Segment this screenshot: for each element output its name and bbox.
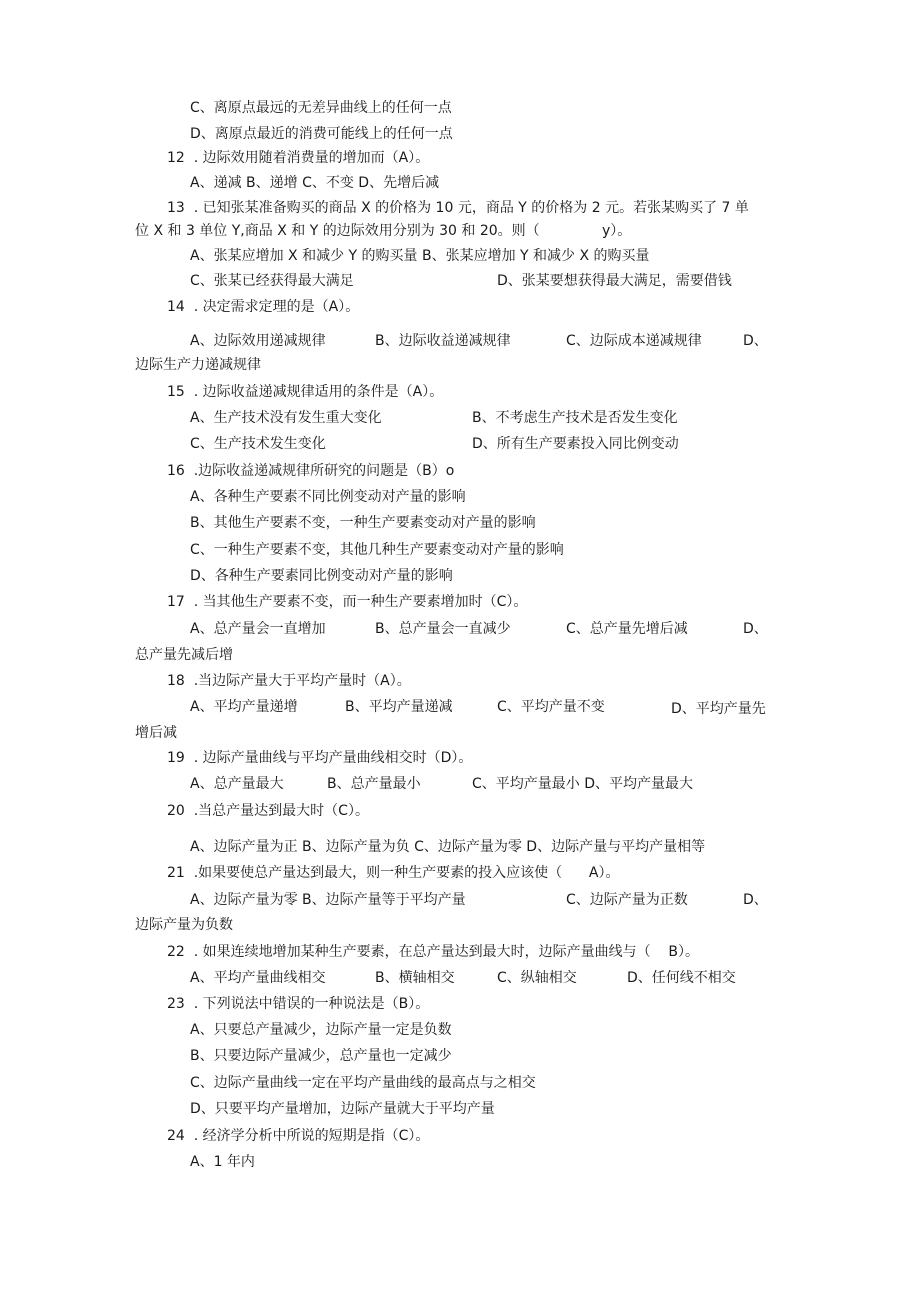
q20-options: A、边际产量为正 B、边际产量为负 C、边际产量为零 D、边际产量与平均产量相等 [190,839,706,855]
q15-option-d: D、所有生产要素投入同比例变动 [472,436,679,452]
q16-option-b: B、其他生产要素不变，一种生产要素变动对产量的影响 [190,515,536,531]
q14-option-b: B、边际收益递减规律 [375,333,511,349]
q16-stem: 16 .边际收益递减规律所研究的问题是（B）o [167,463,455,479]
q23-option-c: C、边际产量曲线一定在平均产量曲线的最高点与之相交 [190,1075,536,1091]
q18-option-d-continued: 增后减 [135,725,177,741]
q17-option-d-continued: 总产量先减后增 [135,647,233,663]
q14-option-d-continued: 边际生产力递减规律 [135,357,261,373]
q17-option-b: B、总产量会一直减少 [375,621,511,637]
q13-stem-line2: 位 X 和 3 单位 Y,商品 X 和 Y 的边际效用分别为 30 和 20。则（ y）。 [135,223,632,239]
q18-stem: 18 .当边际产量大于平均产量时（A）。 [167,673,411,689]
q19-option-a: A、总产量最大 [190,776,284,792]
q24-stem: 24 . 经济学分析中所说的短期是指（C）。 [167,1128,430,1144]
q22-option-d: D、任何线不相交 [627,970,736,986]
q19-stem: 19 . 边际产量曲线与平均产量曲线相交时（D）。 [167,750,473,766]
q15-option-b: B、不考虑生产技术是否发生变化 [472,410,678,426]
q15-stem: 15 . 边际收益递减规律适用的条件是（A）。 [167,384,444,400]
q22-option-c: C、纵轴相交 [497,970,577,986]
q14-option-d-prefix: D、 [743,333,768,349]
q16-option-a: A、各种生产要素不同比例变动对产量的影响 [190,489,466,505]
q17-stem: 17 . 当其他生产要素不变，而一种生产要素增加时（C）。 [167,594,528,610]
q22-option-a: A、平均产量曲线相交 [190,970,326,986]
q18-option-a: A、平均产量递增 [190,699,298,715]
q15-option-a: A、生产技术没有发生重大变化 [190,410,382,426]
q21-option-d-continued: 边际产量为负数 [135,917,233,933]
q16-option-d: D、各种生产要素同比例变动对产量的影响 [190,568,453,584]
q13-option-c: C、张某已经获得最大满足 [190,273,354,289]
q13-options-ab: A、张某应增加 X 和减少 Y 的购买量 B、张某应增加 Y 和减少 X 的购买量 [190,248,650,264]
q12-stem: 12 . 边际效用随着消费量的增加而（A）。 [167,150,430,166]
q14-option-a: A、边际效用递减规律 [190,333,326,349]
q19-option-b: B、总产量最小 [327,776,421,792]
q14-option-c: C、边际成本递减规律 [566,333,702,349]
q21-option-d-prefix: D、 [743,892,768,908]
q11-option-c: C、离原点最远的无差异曲线上的任何一点 [190,100,452,116]
q17-option-d-prefix: D、 [743,621,768,637]
q13-option-d: D、张某要想获得最大满足，需要借钱 [497,273,732,289]
q15-option-c: C、生产技术发生变化 [190,436,326,452]
q18-option-b: B、平均产量递减 [345,699,453,715]
q17-option-c: C、总产量先增后减 [566,621,688,637]
q23-stem: 23 . 下列说法中错误的一种说法是（B）。 [167,996,430,1012]
q12-options: A、递减 B、递增 C、不变 D、先增后减 [190,175,440,191]
q21-stem: 21 .如果要使总产量达到最大，则一种生产要素的投入应该使（ A）。 [167,865,620,881]
q22-stem: 22 . 如果连续地增加某种生产要素，在总产量达到最大时，边际产量曲线与（ B）。 [167,944,700,960]
q14-stem: 14 . 决定需求定理的是（A）。 [167,299,360,315]
q23-option-a: A、只要总产量减少，边际产量一定是负数 [190,1022,452,1038]
q23-option-b: B、只要边际产量减少，总产量也一定减少 [190,1048,452,1064]
q13-stem-line1: 13 . 已知张某准备购买的商品 X 的价格为 10 元，商品 Y 的价格为 2 元。若张某购买了 7 单 [167,200,749,216]
q21-option-c: C、边际产量为正数 [566,892,688,908]
q20-stem: 20 .当总产量达到最大时（C）。 [167,803,369,819]
q18-option-d: D、平均产量先 [671,701,766,717]
q22-option-b: B、横轴相交 [375,970,455,986]
q23-option-d: D、只要平均产量增加，边际产量就大于平均产量 [190,1101,495,1117]
q16-option-c: C、一种生产要素不变，其他几种生产要素变动对产量的影响 [190,542,564,558]
q19-option-cd: C、平均产量最小 D、平均产量最大 [472,776,694,792]
q21-option-ab: A、边际产量为零 B、边际产量等于平均产量 [190,892,466,908]
q11-option-d: D、离原点最近的消费可能线上的任何一点 [190,126,453,142]
q24-option-a: A、1 年内 [190,1154,255,1170]
q17-option-a: A、总产量会一直增加 [190,621,326,637]
q18-option-c: C、平均产量不变 [497,699,605,715]
